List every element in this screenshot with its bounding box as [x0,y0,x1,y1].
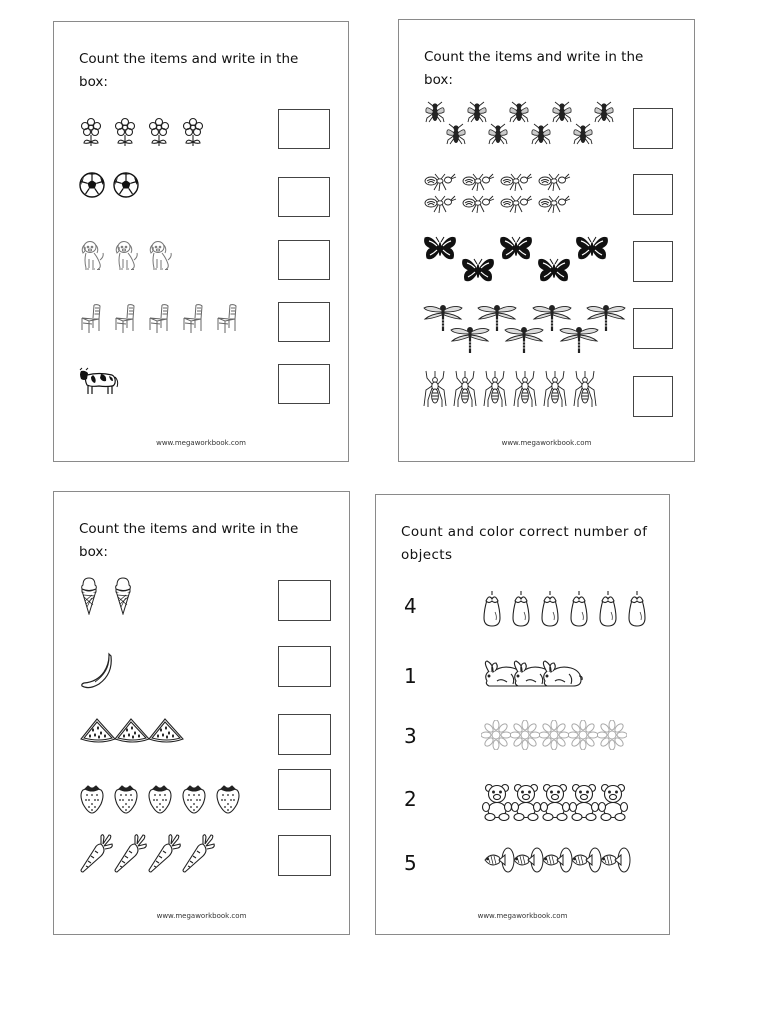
soccer-ball-icon [113,172,139,202]
count-row [54,302,348,362]
strawberry-icon [147,784,173,818]
ice-cream-cone-icon [79,577,99,619]
mosquito-icon [483,370,507,412]
count-row [54,717,349,777]
target-number: 3 [404,724,417,748]
teddy-bear-icon [481,783,513,825]
strawberry-icon [79,784,105,818]
count-row [399,172,694,232]
answer-box[interactable] [278,240,330,280]
daisy-icon [539,720,569,754]
strawberry-icon [181,784,207,818]
puppy-icon [79,240,105,276]
worksheet-title: Count the items and write in the box: [79,521,299,560]
cow-icon [79,367,119,401]
strawberry-icon [215,784,241,818]
answer-box[interactable] [278,714,331,755]
answer-box[interactable] [278,835,331,876]
butterfly-icon [499,235,533,267]
ant-icon [499,194,533,218]
dragonfly-icon [586,302,626,336]
worksheet-footer-url: www.megaworkbook.com [156,912,247,920]
ant-icon [461,194,495,218]
butterfly-icon [461,257,495,289]
count-row [376,660,669,720]
worksheet-3 [53,491,350,935]
count-row [376,720,669,780]
butterfly-icon [537,257,571,289]
ant-icon [537,172,571,196]
count-row [54,832,349,892]
answer-box[interactable] [278,646,331,687]
count-row [54,240,348,300]
answer-box[interactable] [278,364,330,404]
chair-icon [215,302,239,338]
count-row [54,117,348,177]
mosquito-icon [573,370,597,412]
mosquito-icon [513,370,537,412]
target-number: 5 [404,851,417,875]
answer-box[interactable] [278,302,330,342]
fly-icon [592,100,616,130]
chair-icon [79,302,103,338]
watermelon-slice-icon [113,717,151,747]
carrot-icon [79,832,113,878]
answer-box[interactable] [278,109,330,149]
worksheet-footer-url: www.megaworkbook.com [477,912,568,920]
answer-box[interactable] [633,241,673,282]
ant-icon [537,194,571,218]
worksheet-2 [398,19,695,462]
count-row [399,235,694,295]
answer-box[interactable] [633,376,673,417]
eggplant-icon [626,590,648,632]
watermelon-slice-icon [147,717,185,747]
worksheet-1 [53,21,349,462]
worksheet-title: Count the items and write in the box: [424,49,644,88]
puppy-icon [147,240,173,276]
mosquito-icon [423,370,447,412]
flower-icon [147,117,171,151]
ant-icon [423,194,457,218]
target-number: 4 [404,594,417,618]
count-row [54,367,348,427]
count-row [54,652,349,712]
ant-icon [499,172,533,196]
chair-icon [147,302,171,338]
daisy-icon [481,720,511,754]
count-row [399,302,694,362]
teddy-bear-icon [597,783,629,825]
eggplant-icon [568,590,590,632]
count-row [399,370,694,430]
banana-icon [79,652,119,696]
answer-box[interactable] [633,108,673,149]
worksheet-4 [375,494,670,935]
answer-box[interactable] [278,580,331,621]
flower-icon [181,117,205,151]
count-row [376,590,669,650]
count-row [376,783,669,843]
eggplant-icon [510,590,532,632]
count-row [376,847,669,907]
count-row [54,172,348,232]
count-row [54,577,349,637]
ice-cream-cone-icon [113,577,133,619]
fish-bowl-icon [597,847,631,877]
strawberry-icon [113,784,139,818]
count-row [399,100,694,160]
mosquito-icon [543,370,567,412]
carrot-icon [113,832,147,878]
ant-icon [423,172,457,196]
teddy-bear-icon [568,783,600,825]
answer-box[interactable] [278,177,330,217]
carrot-icon [147,832,181,878]
flower-icon [79,117,103,151]
daisy-icon [597,720,627,754]
worksheet-footer-url: www.megaworkbook.com [156,439,246,447]
target-number: 1 [404,664,417,688]
daisy-icon [568,720,598,754]
worksheet-title: Count the items and write in the box: [79,51,299,90]
eggplant-icon [597,590,619,632]
eggplant-icon [481,590,503,632]
answer-box[interactable] [633,308,673,349]
flower-icon [113,117,137,151]
teddy-bear-icon [539,783,571,825]
answer-box[interactable] [278,769,331,810]
chair-icon [113,302,137,338]
butterfly-icon [575,235,609,267]
eggplant-icon [539,590,561,632]
soccer-ball-icon [79,172,105,202]
ant-icon [461,172,495,196]
watermelon-slice-icon [79,717,117,747]
chair-icon [181,302,205,338]
daisy-icon [510,720,540,754]
worksheet-title: Count and color correct number of objects [401,524,648,563]
teddy-bear-icon [510,783,542,825]
answer-box[interactable] [633,174,673,215]
butterfly-icon [423,235,457,267]
worksheet-footer-url: www.megaworkbook.com [501,439,592,447]
puppy-icon [113,240,139,276]
target-number: 2 [404,787,417,811]
carrot-icon [181,832,215,878]
mosquito-icon [453,370,477,412]
rabbit-icon [539,660,583,692]
